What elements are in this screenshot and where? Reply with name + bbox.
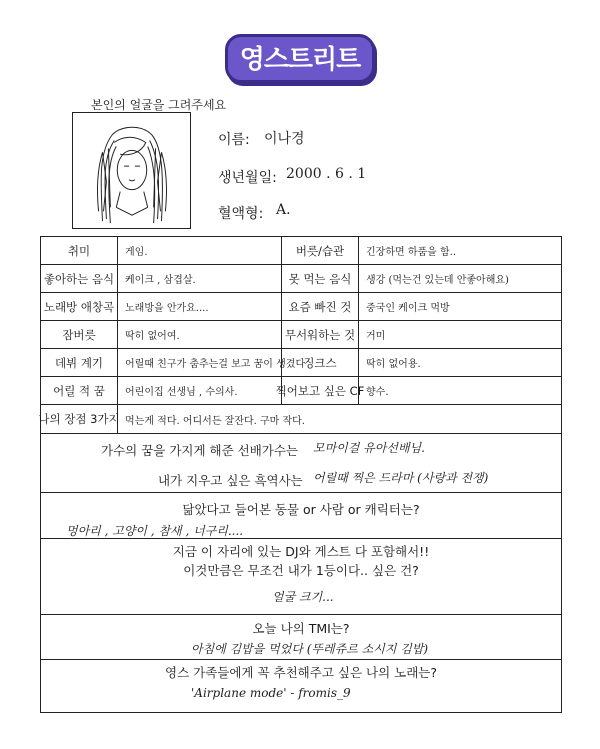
grid-value: 딱히 없어여. (118, 321, 282, 348)
grid-row (41, 237, 561, 265)
grid-label: 버릇/습관 (282, 237, 359, 264)
question-look-alike: 닮았다고 들어본 동물 or 사람 or 캐릭터는? (182, 502, 420, 517)
grid-row (41, 377, 561, 405)
grid-label: 데뷔 계기 (41, 349, 118, 376)
grid-label: 잠버릇 (41, 321, 118, 348)
birth-label: 생년월일: (218, 170, 277, 186)
divider (41, 538, 561, 539)
grid-label: 노래방 애창곡 (41, 293, 118, 320)
grid-value: 먹는게 적다. 어디서든 잘잔다. 구마 작다. (125, 415, 305, 427)
grid-value: 케이크 , 삼겹살. (118, 265, 282, 292)
grid-label: 좋아하는 음식 (41, 265, 118, 292)
profile-grid (38, 237, 561, 434)
divider (41, 659, 561, 660)
name-value: 이나경 (264, 131, 305, 147)
grid-label: 취미 (41, 237, 118, 264)
grid-label: 찍어보고 싶은 CF (282, 377, 359, 404)
grid-label: 무서워하는 것 (282, 321, 359, 348)
youngstreet-logo (0, 34, 600, 83)
grid-value: 생강 (먹는건 있는데 안좋아해요) (366, 275, 509, 286)
questionnaire-sheet (40, 236, 562, 713)
logo-text: 영스트리트 (225, 34, 376, 83)
answer-dark-past: 어릴때 찍은 드라마 (사랑과 전쟁) (313, 471, 489, 485)
grid-value: 중국인 케이크 먹방 (366, 303, 450, 314)
question-number-one-line1: 지금 이 자리에 있는 DJ와 게스트 다 포함해서!! (172, 544, 430, 559)
profile-birth-row (218, 166, 367, 187)
grid-value: 딱히 없어용. (366, 359, 421, 370)
grid-label: 요즘 빠진 것 (282, 293, 359, 320)
divider (41, 614, 561, 615)
grid-label: 나의 장점 3가지 (41, 405, 118, 433)
answer-number-one: 얼굴 크기... (272, 590, 334, 604)
grid-value: 긴장하면 하품을 함.. (366, 247, 456, 258)
grid-label: 어릴 적 꿈 (41, 377, 118, 404)
grid-label: 못 먹는 음식 (282, 265, 359, 292)
grid-row (41, 349, 561, 377)
grid-row (38, 405, 561, 433)
face-drawing-sketch (73, 113, 190, 228)
profile-name-row (218, 129, 305, 149)
birth-value: 2000 . 6 . 1 (286, 166, 367, 182)
divider (41, 492, 561, 493)
face-drawing-box (72, 112, 191, 229)
grid-value: 향수. (366, 387, 389, 398)
answer-look-alike: 멍아리 , 고양이 , 참새 , 너구리.... (66, 524, 244, 538)
profile-blood-row (218, 202, 291, 223)
grid-row (41, 293, 561, 321)
question-number-one-line2: 이것만큼은 무조건 내가 1등이다.. 싶은 건? (183, 563, 419, 578)
face-drawing-caption: 본인의 얼굴을 그려주세요 (91, 98, 227, 112)
grid-value: 어릴때 친구가 춤추는걸 보고 꿈이 생겼다 (118, 349, 282, 376)
question-senior-singer: 가수의 꿈을 가지게 해준 선배가수는 (101, 443, 299, 458)
grid-row (41, 265, 561, 293)
grid-value: 게임. (118, 237, 282, 264)
answer-senior-singer: 모마이걸 유아선배님. (313, 441, 425, 455)
grid-label: 징크스 (282, 349, 359, 376)
answer-tmi: 아침에 김밥을 먹었다 (뚜레쥬르 소시지 김밥) (191, 642, 429, 656)
answer-recommend-song: 'Airplane mode' - fromis_9 (191, 686, 351, 700)
blood-value: A. (276, 202, 291, 218)
name-label: 이름: (218, 132, 250, 148)
blood-label: 혈액형: (218, 206, 264, 222)
grid-value: 거미 (366, 331, 386, 342)
question-dark-past: 내가 지우고 싶은 흑역사는 (158, 473, 303, 488)
grid-value: 어린이집 선생님 , 수의사. (118, 377, 282, 404)
grid-row (41, 321, 561, 349)
grid-value: 노래방을 안가요.... (118, 293, 282, 320)
question-tmi: 오늘 나의 TMI는? (252, 621, 350, 636)
question-recommend-song: 영스 가족들에게 꼭 추천해주고 싶은 나의 노래는? (165, 665, 437, 680)
